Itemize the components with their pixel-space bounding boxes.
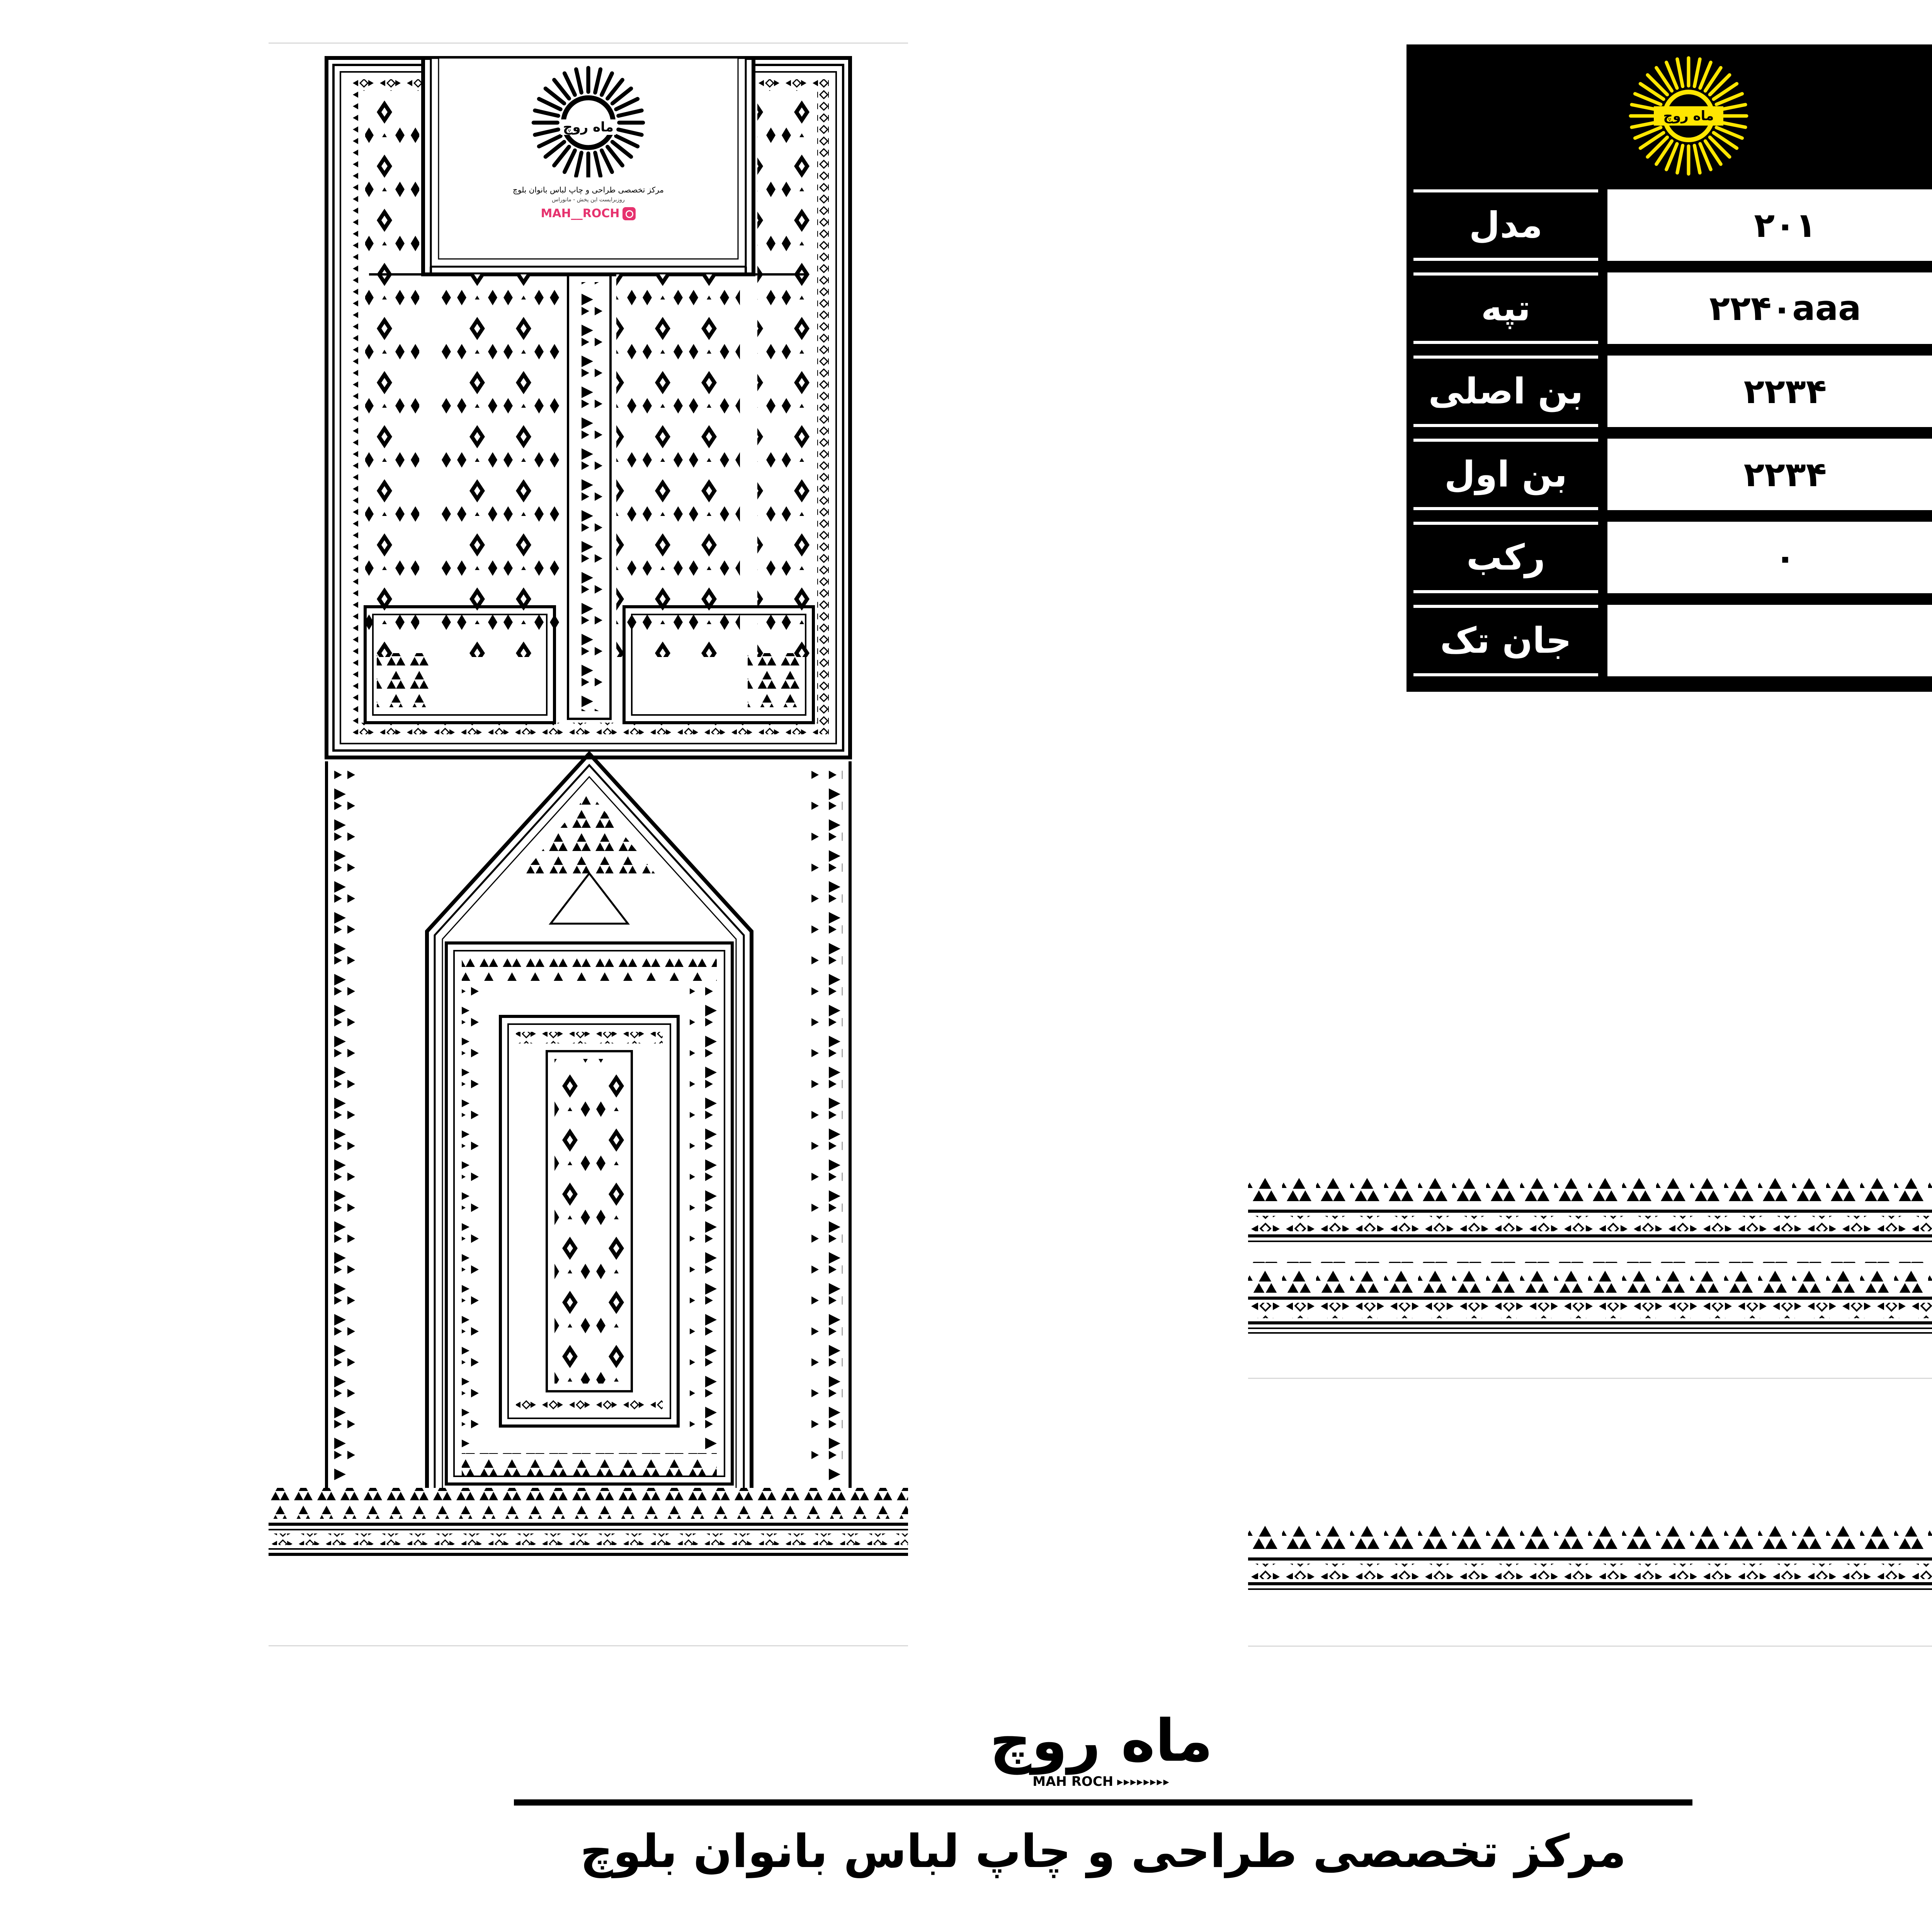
- spec-label: بن اصلی: [1413, 356, 1598, 427]
- spec-row-tapeh: [1406, 269, 1932, 348]
- spec-value: [1607, 605, 1932, 676]
- footer-logo-text: ماه روچ: [990, 1707, 1213, 1775]
- instagram-badge[interactable]: [541, 207, 636, 220]
- hem-border: [269, 1488, 908, 1556]
- spec-value: ۲۲۳۴: [1607, 356, 1932, 427]
- arrow-motif-icon: ▸▸▸▸▸▸▸▸: [1117, 1775, 1170, 1789]
- footer-caption: مرکز تخصصی طراحی و چاپ لباس بانوان بلوچ: [580, 1824, 1626, 1878]
- dress-logo-caption: مرکز تخصصی طراحی و چاپ لباس بانوان بلوچ: [513, 185, 664, 194]
- guide-line: [1248, 1646, 1932, 1647]
- spec-table: [1406, 44, 1932, 692]
- spec-label: رکب: [1413, 522, 1598, 593]
- spec-row-first-base: [1406, 435, 1932, 514]
- spec-label: مدل: [1413, 189, 1598, 261]
- spec-logo-text: ماه روچ: [1663, 108, 1714, 124]
- instagram-icon: [622, 207, 636, 220]
- spec-value: ۲۰۱: [1607, 189, 1932, 261]
- spec-label: بن اول: [1413, 439, 1598, 510]
- dress-brand-logo: [485, 58, 692, 220]
- spec-value: ۲۲۴۰aaa: [1607, 272, 1932, 344]
- border-strip-hem: [1248, 1523, 1932, 1615]
- sun-logo-icon: [485, 58, 692, 177]
- spec-value: ۲۲۳۴: [1607, 439, 1932, 510]
- guide-line: [1248, 1378, 1932, 1379]
- footer-divider: [514, 1799, 1692, 1806]
- spec-row-model: [1406, 186, 1932, 265]
- dress-logo-subcaption: روزبرایست این پخش - مانوراس: [552, 197, 625, 203]
- dress-pattern: [269, 43, 908, 1646]
- border-strip-sleeve: [1248, 1175, 1932, 1360]
- spec-value: ۰: [1607, 522, 1932, 593]
- dress-pattern-drawing: [269, 43, 908, 1646]
- spec-header-logo: [1406, 44, 1932, 186]
- footer-brand-logo: [966, 1708, 1236, 1793]
- spec-row-jan-tak: [1406, 601, 1932, 688]
- dress-logo-text: ماه روچ: [561, 119, 616, 135]
- footer-logo-latin: MAH ROCH ▸▸▸▸▸▸▸▸: [1032, 1774, 1170, 1789]
- spec-row-main-base: [1406, 352, 1932, 431]
- skirt-panel: [327, 754, 850, 1488]
- spec-label: تپه: [1413, 272, 1598, 344]
- spec-label: جان تک: [1413, 605, 1598, 676]
- spec-row-rekab: [1406, 518, 1932, 597]
- instagram-handle: MAH__ROCH: [541, 207, 620, 220]
